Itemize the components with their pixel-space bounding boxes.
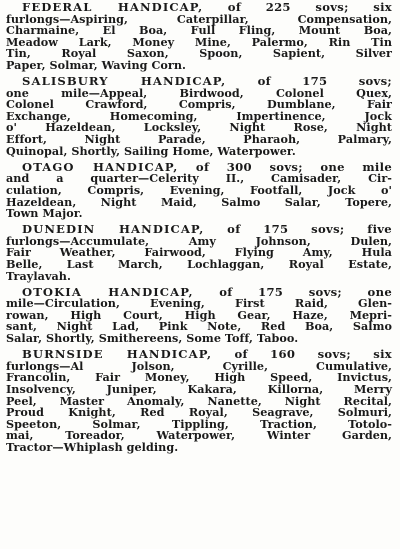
entry-line: Meadow Lark, Money Mine, Palermo, Rin Tin bbox=[6, 34, 392, 49]
entry-line: Speeton, Solmar, Tippling, Traction, Totolo- bbox=[6, 416, 392, 431]
entry-line: sant, Night Lad, Pink Note, Red Boa, Salmo bbox=[6, 319, 392, 334]
handicap-title: OTAGO HANDICAP, bbox=[22, 159, 179, 174]
handicap-entry-federal bbox=[6, 2, 392, 72]
entry-line: mile—Circulation, Evening, First Raid, Glen- bbox=[6, 296, 392, 311]
entry-line: Quinopal, Shortly, Sailing Home, Waterpower. bbox=[6, 143, 296, 158]
entry-text: of 175 sovs; bbox=[226, 74, 392, 89]
entry-line: one mile—Appeal, Birdwood, Colonel Quex, bbox=[6, 85, 392, 100]
entry-line: Exchange, Homecoming, Impertinence, Jock bbox=[6, 108, 392, 123]
handicap-entry-otokia bbox=[6, 284, 392, 346]
entry-line: Francolin, Fair Money, High Speed, Invictus, bbox=[6, 370, 392, 385]
entry-line: Traylavah. bbox=[6, 268, 71, 283]
entry-line: Salar, Shortly, Smithereens, Some Toff, Taboo. bbox=[6, 331, 299, 346]
handicap-title: DUNEDIN HANDICAP, bbox=[22, 222, 205, 237]
entry-line: and a quarter—Celerity II., Camisader, Cir- bbox=[6, 171, 392, 186]
entry-line: culation, Compris, Evening, Footfall, Jock o' bbox=[6, 182, 392, 197]
entry-line: rowan, High Court, High Gear, Haze, Mepri- bbox=[6, 307, 392, 322]
handicap-title: BURNSIDE HANDICAP, bbox=[22, 347, 213, 362]
entry-line: Charmaine, El Boa, Full Fling, Mount Boa, bbox=[6, 23, 392, 38]
handicap-title: SALISBURY HANDICAP, bbox=[22, 74, 227, 89]
handicap-entry-otago bbox=[6, 159, 392, 221]
entry-line: Insolvency, Juniper, Kakara, Killorna, Merry bbox=[6, 381, 392, 396]
handicap-entry-dunedin bbox=[6, 224, 392, 282]
entry-line: Proud Knight, Red Royal, Seagrave, Solmuri, bbox=[6, 405, 392, 420]
entry-text: of 175 sovs; five bbox=[204, 222, 392, 237]
entry-line: Tin, Royal Saxon, Spoon, Sapient, Silver bbox=[6, 46, 392, 61]
handicap-entry-burnside bbox=[6, 349, 392, 453]
entry-text: of 160 sovs; six bbox=[212, 347, 392, 362]
entry-line: mai, Toreador, Waterpower, Winter Garden, bbox=[6, 428, 392, 443]
entry-text: of 300 sovs; one mile bbox=[178, 159, 392, 174]
handicap-entry-salisbury bbox=[6, 76, 392, 157]
entry-line: Peel, Master Anomaly, Nanette, Night Recital, bbox=[6, 393, 392, 408]
entry-line: Fair Weather, Fairwood, Flying Amy, Hula bbox=[6, 245, 392, 260]
entry-line: Paper, Solmar, Waving Corn. bbox=[6, 57, 186, 72]
entry-line: Effort, Night Parade, Pharaoh, Palmary, bbox=[6, 132, 392, 147]
entry-line: Belle, Last March, Lochlaggan, Royal Estate, bbox=[6, 256, 392, 271]
entry-line: furlongs—Aspiring, Caterpillar, Compensation, bbox=[6, 11, 392, 26]
entry-line: Tractor—Whiplash gelding. bbox=[6, 439, 179, 454]
entry-line: furlongs—Al Jolson, Cyrille, Cumulative, bbox=[6, 358, 392, 373]
entry-line: Colonel Crawford, Compris, Dumblane, Fair bbox=[6, 97, 392, 112]
entry-text: of 175 sovs; one bbox=[193, 284, 392, 299]
handicap-title: FEDERAL HANDICAP, bbox=[22, 0, 204, 14]
entry-line: Town Major. bbox=[6, 206, 83, 221]
handicap-title: OTOKIA HANDICAP, bbox=[22, 284, 194, 299]
entry-text: of 225 sovs; six bbox=[203, 0, 392, 14]
entry-line: o' Hazeldean, Locksley, Night Rose, Night bbox=[6, 120, 392, 135]
entry-line: furlongs—Accumulate, Amy Johnson, Dulen, bbox=[6, 233, 392, 248]
entry-line: Hazeldean, Night Maid, Salmo Salar, Topere, bbox=[6, 194, 392, 209]
